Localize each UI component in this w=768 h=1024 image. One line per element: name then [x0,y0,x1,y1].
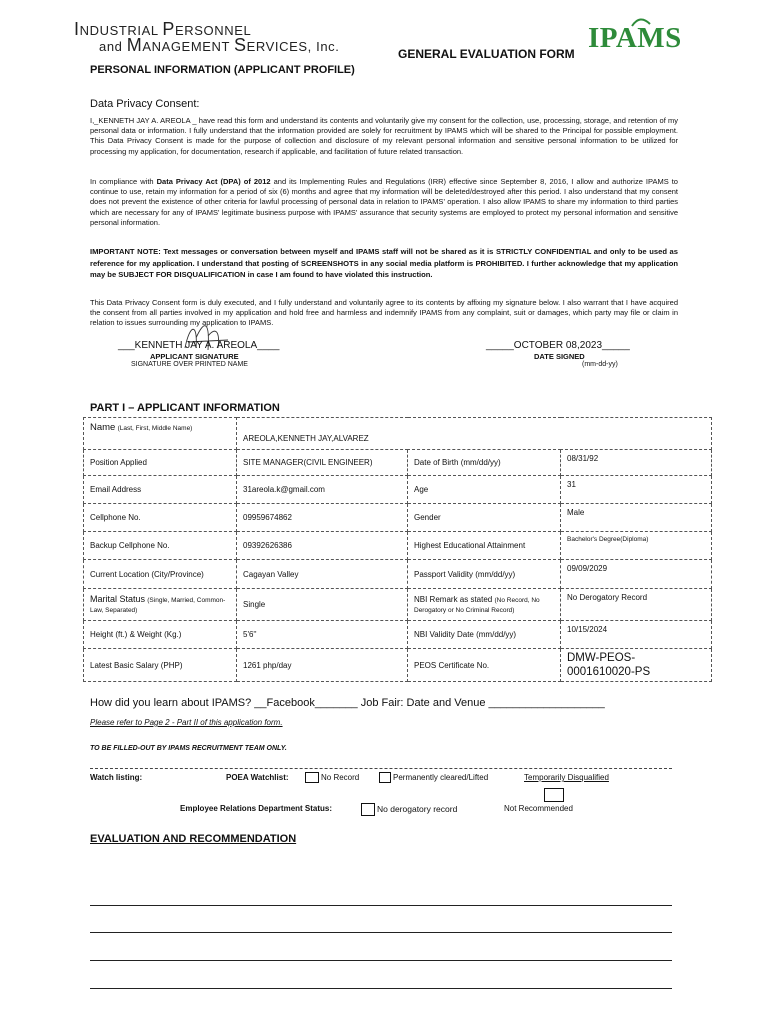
marital-value[interactable]: Single [237,589,408,621]
applicant-signature-label: APPLICANT SIGNATURE [150,352,239,361]
dob-value[interactable]: 08/31/92 [561,450,712,476]
consent-heading: Data Privacy Consent: [90,98,200,110]
field-label: Latest Basic Salary (PHP) [84,649,237,682]
date-signed-label: DATE SIGNED [534,352,585,361]
evaluation-line[interactable] [90,960,672,961]
no-derogatory-option: No derogatory record [377,804,458,814]
table-row [84,621,712,649]
position-value[interactable]: SITE MANAGER(CIVIL ENGINEER) [237,450,408,476]
table-row [84,476,712,504]
poea-watchlist-label: POEA Watchlist: [226,773,289,782]
part1-title: PART I – APPLICANT INFORMATION [90,402,280,414]
consent-paragraph-1: I,_KENNETH JAY A. AREOLA _ have read this form and understand its contents and voluntarily give my consent for the collection, use, processing, storage, and retention of my personal data or information. I fully understand that the information provided are solely for recruitment by IPAMS which will be shared to the Principal for possible employment. This Data Privacy Consent is made for the purpose of collection and disclosure of my relevant personal information and sensitive personal information to be utilized for processing my application, for documentation, research if applicable, and facilitation of future related transaction. [90,116,678,156]
field-label: Date of Birth (mm/dd/yy) [408,450,561,476]
evaluation-title: EVALUATION AND RECOMMENDATION [90,833,297,845]
marital-label-cell: Marital Status (Single, Married, Common-Law, Separated) [84,589,237,621]
table-row [84,532,712,560]
permanently-cleared-option: Permanently cleared/Lifted [393,773,489,782]
passport-validity-value[interactable]: 09/09/2029 [561,560,712,589]
nbi-validity-value[interactable]: 10/15/2024 [561,621,712,649]
field-label: Position Applied [84,450,237,476]
date-signed-line: _____OCTOBER 08,2023_____ [486,340,630,351]
consent-paragraph-3: This Data Privacy Consent form is duly executed, and I fully understand and voluntarily agree to its contents by affixing my signature below. I also warrant that I have acquired the consent from all parties involved in my application and hold free and harmless and indemnify IPAMS from any complaint, suit or damages, which party may file or claim in relation to issues surrounding my application to IPAMS. [90,298,678,328]
table-row [84,649,712,682]
nbi-label-cell: NBI Remark as stated (No Record, No Derogatory or No Criminal Record) [408,589,561,621]
salary-value[interactable]: 1261 php/day [237,649,408,682]
signature-sublabel: SIGNATURE OVER PRINTED NAME [131,361,248,368]
name-value[interactable]: AREOLA,KENNETH JAY,ALVAREZ [237,418,712,450]
ipams-logo: IPAMS [588,22,682,55]
important-note: IMPORTANT NOTE: Text messages or conversation between myself and IPAMS staff will not be shared as it is STRICTLY CONFIDENTIAL and only to be used as reference for my application. I understand that posting of SCREENSHOTS in any social media platform is PROHIBITED. I further acknowledge that my application may be SUBJECT FOR DISQUALIFICATION in case I am found to have violated this instruction. [90,247,678,279]
divider [90,768,672,769]
no-derogatory-checkbox[interactable] [361,803,375,816]
gender-value[interactable]: Male [561,504,712,532]
field-label: Email Address [84,476,237,504]
field-label: Current Location (City/Province) [84,560,237,589]
cellphone-value[interactable]: 09959674862 [237,504,408,532]
field-label: NBI Validity Date (mm/dd/yy) [408,621,561,649]
table-row [84,504,712,532]
age-value[interactable]: 31 [561,476,712,504]
personal-info-title: PERSONAL INFORMATION (APPLICANT PROFILE) [90,64,355,76]
field-label: Age [408,476,561,504]
company-name: INDUSTRIAL PERSONNEL and MANAGEMENT SERVICES, Inc. [74,19,340,55]
erd-status-label: Employee Relations Department Status: [180,804,333,813]
field-label: Highest Educational Attainment [408,532,561,560]
to-be-filled-note: TO BE FILLED-OUT BY IPAMS RECRUITMENT TEAM ONLY. [90,745,287,752]
date-format-hint: (mm-dd-yy) [582,361,618,368]
refer-note: Please refer to Page 2 - Part II of this application form. [90,718,283,727]
evaluation-line[interactable] [90,988,672,989]
not-recommended-option: Not Recommended [504,804,573,813]
watch-listing-label: Watch listing: [90,773,143,782]
location-value[interactable]: Cagayan Valley [237,560,408,589]
table-row [84,450,712,476]
field-label: Passport Validity (mm/dd/yy) [408,560,561,589]
evaluation-line[interactable] [90,932,672,933]
applicant-info-table [83,417,712,682]
temporarily-disqualified-checkbox[interactable] [544,788,564,802]
permanently-cleared-checkbox[interactable] [379,772,391,783]
logo-swoosh-icon [584,16,684,52]
evaluation-line[interactable] [90,905,672,906]
education-value[interactable]: Bachelor's Degree(Diploma) [561,532,712,560]
nbi-remark-value[interactable]: No Derogatory Record [561,589,712,621]
name-label-cell: Name (Last, First, Middle Name) [84,418,237,450]
no-record-checkbox[interactable] [305,772,319,783]
email-value[interactable]: 31areola.k@gmail.com [237,476,408,504]
field-label: PEOS Certificate No. [408,649,561,682]
field-label: Cellphone No. [84,504,237,532]
field-label: Height (ft.) & Weight (Kg.) [84,621,237,649]
no-record-option: No Record [321,773,360,782]
table-row [84,560,712,589]
applicant-name-line: ___KENNETH JAY A. AREOLA____ [118,340,280,351]
height-weight-value[interactable]: 5'6'' [237,621,408,649]
table-row [84,589,712,621]
learn-about-line: How did you learn about IPAMS? __Facebook_______ Job Fair: Date and Venue ___________________ [90,697,605,709]
backup-cellphone-value[interactable]: 09392626386 [237,532,408,560]
form-title: GENERAL EVALUATION FORM [398,47,575,61]
temporarily-disqualified-option: Temporarily Disqualified [524,773,609,782]
field-label: Gender [408,504,561,532]
consent-paragraph-2: In compliance with Data Privacy Act (DPA) of 2012 and its Implementing Rules and Regulations (IRR) effective since September 8, 2016, I allow and authorize IPAMS to continue to use, retain my information for a period of six (6) months and agree that my information will be deleted/destroyed after this period. I also understand that my consent does not prevent the existence of other criteria for lawful processing of personal data in relation to IPAMS' operation. I also allow IPAMS to share my information to third parties which are necessary for any of IPAMS' legitimate business purpose with IPAMS' assurance that security systems are employed to protect my personal information and sensitive personal information. [90,177,678,227]
peos-certificate-value[interactable]: DMW-PEOS- 0001610020-PS [561,649,712,682]
field-label: Backup Cellphone No. [84,532,237,560]
